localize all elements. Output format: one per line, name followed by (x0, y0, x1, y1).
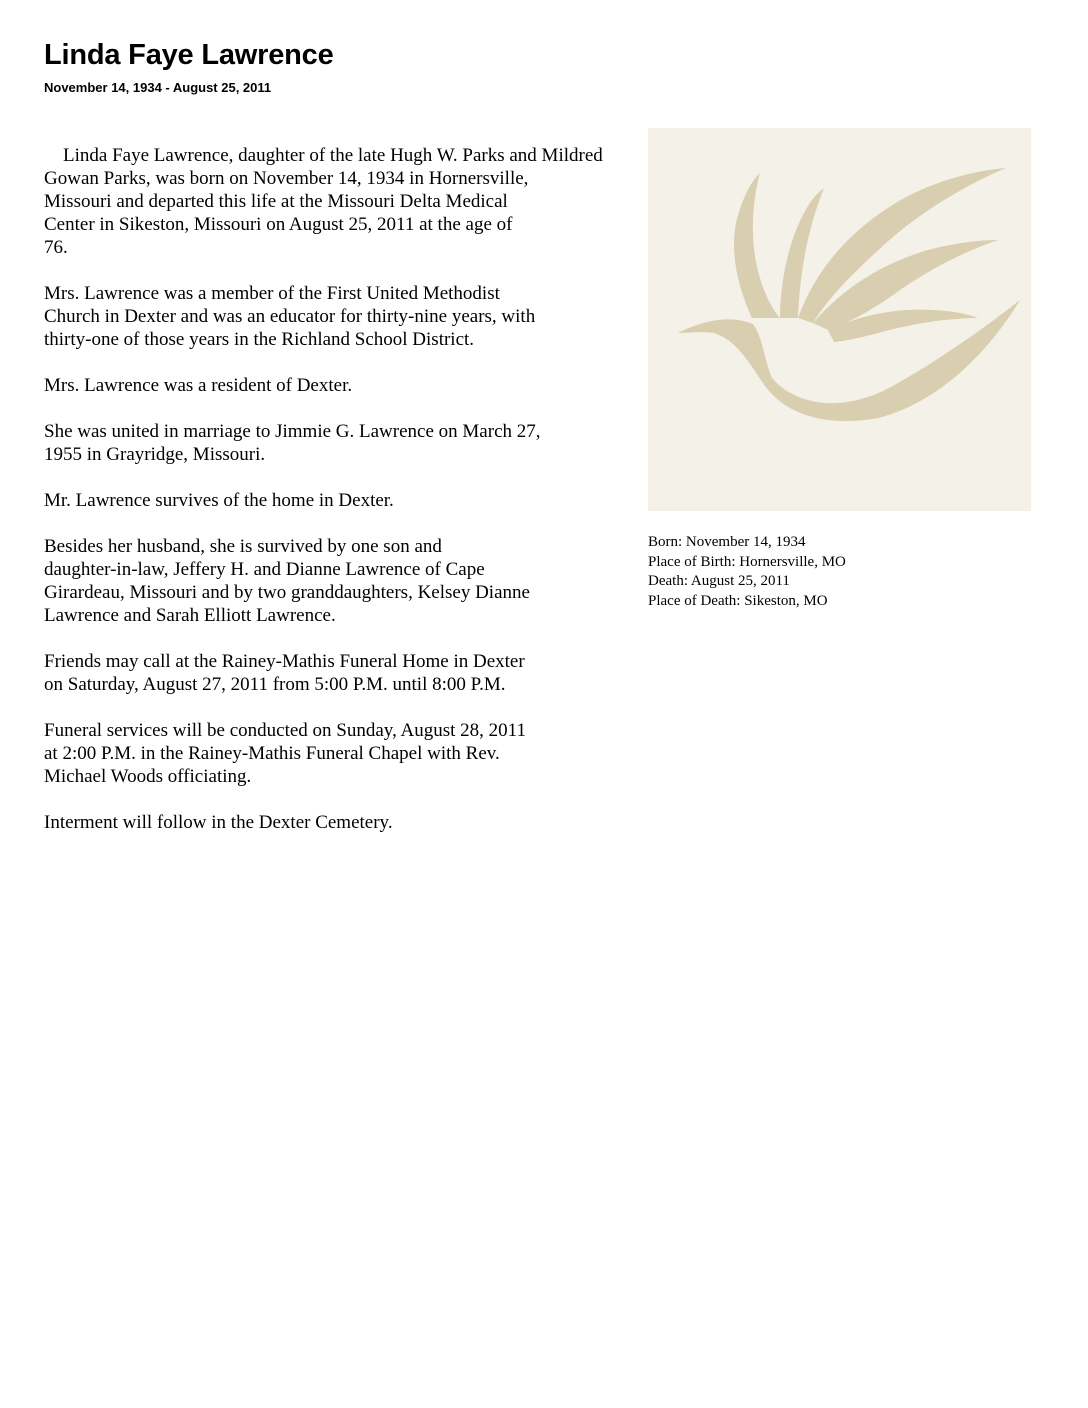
intro-paragraph (44, 144, 684, 259)
text-line: 76. (44, 237, 68, 258)
text-line: daughter-in-law, Jeffery H. and Dianne Lawrence of Cape (44, 559, 485, 580)
text-line: Center in Sikeston, Missouri on August 25, 2011 at the age of (44, 214, 513, 235)
text-line: 1955 in Grayridge, Missouri. (44, 444, 266, 465)
dove-image (648, 128, 1031, 511)
vital-facts (648, 533, 846, 611)
born-fact: Born: November 14, 1934 (648, 534, 806, 550)
visitation-paragraph (44, 650, 684, 696)
text-line: Interment will follow in the Dexter Cemetery. (44, 812, 393, 833)
marriage-paragraph (44, 420, 684, 466)
text-line: Girardeau, Missouri and by two granddaughters, Kelsey Dianne (44, 582, 530, 603)
spouse-paragraph (44, 489, 684, 512)
survivors-paragraph (44, 535, 684, 627)
death-fact: Death: August 25, 2011 (648, 573, 790, 589)
text-line: Mrs. Lawrence was a member of the First United Methodist (44, 283, 500, 304)
residence-paragraph (44, 374, 684, 397)
text-line: Michael Woods officiating. (44, 766, 252, 787)
page-title: Linda Faye Lawrence (44, 39, 334, 71)
deathplace-fact: Place of Death: Sikeston, MO (648, 592, 828, 609)
services-paragraph (44, 719, 684, 788)
text-line: Funeral services will be conducted on Sunday, August 28, 2011 (44, 720, 526, 741)
text-line: Church in Dexter and was an educator for thirty-nine years, with (44, 306, 536, 327)
text-line: Friends may call at the Rainey-Mathis Funeral Home in Dexter (44, 651, 525, 672)
dove-icon (648, 128, 1031, 511)
life-dates: November 14, 1934 - August 25, 2011 (44, 80, 272, 95)
obituary-body (44, 144, 684, 857)
text-line: Gowan Parks, was born on November 14, 1934 in Hornersville, (44, 168, 529, 189)
text-line: Missouri and departed this life at the Missouri Delta Medical (44, 191, 508, 212)
text-line: Mr. Lawrence survives of the home in Dexter. (44, 490, 394, 511)
text-line: at 2:00 P.M. in the Rainey-Mathis Funeral Chapel with Rev. (44, 743, 500, 764)
text-line: Besides her husband, she is survived by one son and (44, 536, 442, 557)
text-line: thirty-one of those years in the Richland School District. (44, 329, 475, 350)
text-line: Mrs. Lawrence was a resident of Dexter. (44, 375, 353, 396)
birthplace-fact: Place of Birth: Hornersville, MO (648, 553, 846, 570)
interment-paragraph (44, 811, 684, 834)
text-line: Lawrence and Sarah Elliott Lawrence. (44, 605, 336, 626)
membership-paragraph (44, 282, 684, 351)
text-line: Linda Faye Lawrence, daughter of the late Hugh W. Parks and Mildred (63, 145, 603, 166)
text-line: She was united in marriage to Jimmie G. Lawrence on March 27, (44, 421, 541, 442)
text-line: on Saturday, August 27, 2011 from 5:00 P.M. until 8:00 P.M. (44, 674, 506, 695)
